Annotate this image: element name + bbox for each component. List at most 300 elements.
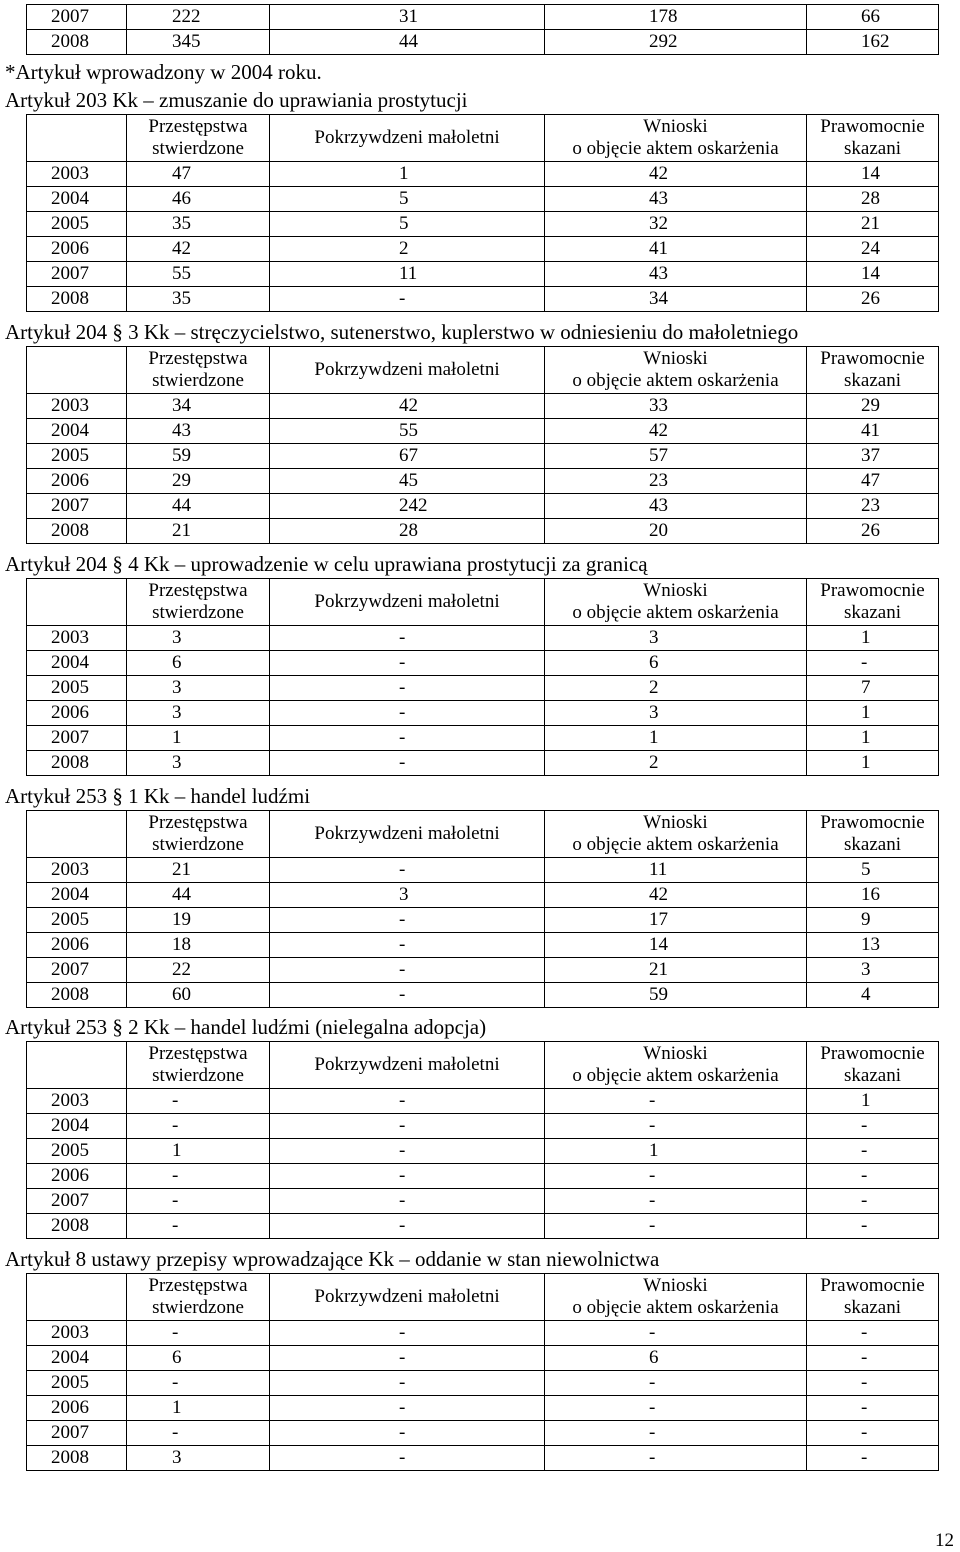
cell-year: 2004 [27, 1114, 127, 1139]
cell-indictments: - [545, 1089, 807, 1114]
cell-indictments: 23 [545, 469, 807, 494]
header-offences-line2: stwierdzone [152, 1297, 244, 1318]
header-indictments-line1: Wnioski [643, 812, 708, 833]
cell-offences: 19 [127, 908, 270, 933]
header-convicted [807, 1274, 939, 1321]
cell-offences: - [127, 1321, 270, 1346]
cell-minors: - [270, 1396, 545, 1421]
cell-year: 2005 [27, 1371, 127, 1396]
header-year [27, 347, 127, 394]
header-convicted [807, 811, 939, 858]
header-indictments-line2: o objęcie aktem oskarżenia [572, 1065, 779, 1086]
cell-year: 2008 [27, 1446, 127, 1471]
header-indictments [545, 1042, 807, 1089]
cell-indictments: 43 [545, 187, 807, 212]
table-row [27, 1446, 939, 1471]
cell-year: 2004 [27, 651, 127, 676]
cell-year: 2005 [27, 1139, 127, 1164]
cell-convicted: - [807, 1371, 939, 1396]
cell-convicted: - [807, 651, 939, 676]
cell-year: 2005 [27, 908, 127, 933]
cell-offences: 1 [127, 1139, 270, 1164]
cell-minors: - [270, 651, 545, 676]
cell-indictments: 2 [545, 676, 807, 701]
cell-year: 2004 [27, 1346, 127, 1371]
cell-indictments: 42 [545, 162, 807, 187]
header-convicted-line2: skazani [844, 834, 901, 855]
cell-minors: - [270, 1164, 545, 1189]
cell-convicted: 66 [807, 5, 939, 30]
cell-convicted: 21 [807, 212, 939, 237]
cell-indictments: 1 [545, 726, 807, 751]
cell-indictments: 3 [545, 626, 807, 651]
header-minors: Pokrzywdzeni małoletni [270, 347, 545, 394]
cell-minors: 45 [270, 469, 545, 494]
table-row [27, 187, 939, 212]
cell-minors: - [270, 1189, 545, 1214]
cell-convicted: 28 [807, 187, 939, 212]
cell-indictments: 17 [545, 908, 807, 933]
cell-offences: 21 [127, 858, 270, 883]
cell-year: 2006 [27, 701, 127, 726]
cell-minors: - [270, 983, 545, 1008]
header-convicted [807, 347, 939, 394]
cell-year: 2006 [27, 469, 127, 494]
table-row [27, 701, 939, 726]
cell-minors: 3 [270, 883, 545, 908]
table-row [27, 394, 939, 419]
cell-convicted: 37 [807, 444, 939, 469]
cell-minors: - [270, 1346, 545, 1371]
cell-convicted: 1 [807, 726, 939, 751]
section-title: Artykuł 203 Kk – zmuszanie do uprawiania prostytucji [5, 88, 468, 112]
header-indictments-line2: o objęcie aktem oskarżenia [572, 602, 779, 623]
cell-offences: 1 [127, 1396, 270, 1421]
table-row [27, 287, 939, 312]
cell-indictments: 3 [545, 701, 807, 726]
cell-offences: 21 [127, 519, 270, 544]
header-minors: Pokrzywdzeni małoletni [270, 811, 545, 858]
header-year [27, 1042, 127, 1089]
header-indictments [545, 579, 807, 626]
header-row [27, 115, 939, 162]
cell-offences: 43 [127, 419, 270, 444]
cell-indictments: 20 [545, 519, 807, 544]
header-convicted-line1: Prawomocnie [820, 1275, 925, 1296]
table-row [27, 1396, 939, 1421]
cell-indictments: 14 [545, 933, 807, 958]
cell-offences: - [127, 1114, 270, 1139]
cell-indictments: 292 [545, 30, 807, 55]
cell-indictments: 43 [545, 262, 807, 287]
cell-year: 2003 [27, 858, 127, 883]
table-row [27, 908, 939, 933]
cell-indictments: - [545, 1189, 807, 1214]
cell-offences: 3 [127, 626, 270, 651]
cell-offences: 34 [127, 394, 270, 419]
cell-minors: - [270, 1089, 545, 1114]
cell-convicted: 14 [807, 162, 939, 187]
cell-indictments: - [545, 1114, 807, 1139]
section-table [26, 346, 939, 544]
table-row [27, 1089, 939, 1114]
cell-offences: 35 [127, 212, 270, 237]
cell-offences: 1 [127, 726, 270, 751]
cell-minors: 5 [270, 187, 545, 212]
cell-year: 2007 [27, 494, 127, 519]
cell-indictments: 59 [545, 983, 807, 1008]
header-indictments-line1: Wnioski [643, 348, 708, 369]
table-row [27, 162, 939, 187]
cell-year: 2007 [27, 1421, 127, 1446]
header-offences-line1: Przestępstwa [148, 116, 248, 137]
cell-minors: 67 [270, 444, 545, 469]
cell-indictments: 178 [545, 5, 807, 30]
header-convicted-line1: Prawomocnie [820, 580, 925, 601]
cell-offences: 345 [127, 30, 270, 55]
cell-minors: - [270, 1114, 545, 1139]
cell-year: 2008 [27, 751, 127, 776]
cell-offences: 44 [127, 494, 270, 519]
table-row [27, 983, 939, 1008]
cell-indictments: - [545, 1164, 807, 1189]
table-row [27, 444, 939, 469]
cell-indictments: 32 [545, 212, 807, 237]
cell-indictments: 42 [545, 883, 807, 908]
cell-year: 2007 [27, 958, 127, 983]
cell-offences: 60 [127, 983, 270, 1008]
cell-minors: 11 [270, 262, 545, 287]
top-table [26, 4, 939, 55]
table-row [27, 1164, 939, 1189]
cell-indictments: 41 [545, 237, 807, 262]
table-row [27, 1421, 939, 1446]
section-title: Artykuł 204 § 3 Kk – stręczycielstwo, sutenerstwo, kuplerstwo w odniesieniu do małoletniego [5, 320, 799, 344]
cell-offences: - [127, 1371, 270, 1396]
cell-minors: - [270, 1421, 545, 1446]
table-row [27, 212, 939, 237]
cell-year: 2003 [27, 1321, 127, 1346]
section-table [26, 1273, 939, 1471]
table-row [27, 933, 939, 958]
header-indictments-line1: Wnioski [643, 116, 708, 137]
table-row [27, 726, 939, 751]
table-row [27, 1346, 939, 1371]
cell-year: 2006 [27, 933, 127, 958]
cell-minors: - [270, 1371, 545, 1396]
cell-year: 2003 [27, 162, 127, 187]
cell-minors: - [270, 858, 545, 883]
cell-indictments: 21 [545, 958, 807, 983]
cell-minors: 44 [270, 30, 545, 55]
cell-minors: - [270, 751, 545, 776]
cell-offences: 22 [127, 958, 270, 983]
cell-indictments: 11 [545, 858, 807, 883]
header-minors: Pokrzywdzeni małoletni [270, 1274, 545, 1321]
header-offences-line2: stwierdzone [152, 602, 244, 623]
section-title: Artykuł 253 § 2 Kk – handel ludźmi (nielegalna adopcja) [5, 1015, 487, 1039]
table-row [27, 1214, 939, 1239]
cell-minors: - [270, 908, 545, 933]
cell-indictments: 6 [545, 651, 807, 676]
header-offences [127, 115, 270, 162]
table-row [27, 1114, 939, 1139]
header-indictments-line1: Wnioski [643, 1043, 708, 1064]
section-table [26, 578, 939, 776]
cell-year: 2007 [27, 5, 127, 30]
cell-year: 2008 [27, 1214, 127, 1239]
cell-year: 2007 [27, 726, 127, 751]
header-offences-line1: Przestępstwa [148, 812, 248, 833]
cell-minors: - [270, 958, 545, 983]
cell-offences: 59 [127, 444, 270, 469]
table-row [27, 1321, 939, 1346]
section-title: Artykuł 8 ustawy przepisy wprowadzające Kk – oddanie w stan niewolnictwa [5, 1247, 660, 1271]
cell-year: 2006 [27, 1396, 127, 1421]
cell-offences: 42 [127, 237, 270, 262]
header-convicted [807, 1042, 939, 1089]
cell-convicted: 47 [807, 469, 939, 494]
cell-year: 2006 [27, 237, 127, 262]
cell-year: 2003 [27, 394, 127, 419]
cell-minors: 28 [270, 519, 545, 544]
cell-convicted: 14 [807, 262, 939, 287]
header-indictments [545, 115, 807, 162]
cell-offences: 44 [127, 883, 270, 908]
cell-minors: - [270, 701, 545, 726]
header-indictments-line2: o objęcie aktem oskarżenia [572, 370, 779, 391]
cell-convicted: 162 [807, 30, 939, 55]
header-year [27, 115, 127, 162]
header-offences-line2: stwierdzone [152, 370, 244, 391]
cell-convicted: 5 [807, 858, 939, 883]
header-offences-line2: stwierdzone [152, 138, 244, 159]
cell-convicted: - [807, 1164, 939, 1189]
header-convicted-line1: Prawomocnie [820, 116, 925, 137]
cell-indictments: 57 [545, 444, 807, 469]
table-row [27, 858, 939, 883]
cell-indictments: - [545, 1421, 807, 1446]
cell-year: 2003 [27, 1089, 127, 1114]
cell-convicted: - [807, 1396, 939, 1421]
cell-minors: - [270, 933, 545, 958]
cell-offences: - [127, 1214, 270, 1239]
header-indictments-line2: o objęcie aktem oskarżenia [572, 1297, 779, 1318]
cell-minors: 5 [270, 212, 545, 237]
table-row [27, 751, 939, 776]
page-number: 12 [935, 1530, 954, 1551]
header-row [27, 811, 939, 858]
header-convicted-line2: skazani [844, 602, 901, 623]
cell-offences: 18 [127, 933, 270, 958]
table-row [27, 494, 939, 519]
header-year [27, 1274, 127, 1321]
cell-minors: - [270, 287, 545, 312]
cell-minors: 42 [270, 394, 545, 419]
cell-offences: 3 [127, 676, 270, 701]
cell-convicted: - [807, 1446, 939, 1471]
cell-indictments: - [545, 1321, 807, 1346]
header-row [27, 1274, 939, 1321]
cell-minors: - [270, 1214, 545, 1239]
header-indictments-line2: o objęcie aktem oskarżenia [572, 834, 779, 855]
table-row [27, 237, 939, 262]
cell-offences: - [127, 1089, 270, 1114]
section-table [26, 810, 939, 1008]
cell-minors: - [270, 1446, 545, 1471]
table-row [27, 676, 939, 701]
cell-indictments: - [545, 1371, 807, 1396]
header-row [27, 1042, 939, 1089]
cell-offences: 55 [127, 262, 270, 287]
header-convicted [807, 115, 939, 162]
cell-minors: - [270, 676, 545, 701]
header-convicted-line1: Prawomocnie [820, 348, 925, 369]
cell-offences: 3 [127, 1446, 270, 1471]
cell-year: 2004 [27, 419, 127, 444]
header-offences-line1: Przestępstwa [148, 348, 248, 369]
header-indictments-line1: Wnioski [643, 1275, 708, 1296]
cell-minors: - [270, 726, 545, 751]
cell-convicted: 26 [807, 287, 939, 312]
cell-convicted: 16 [807, 883, 939, 908]
header-offences [127, 579, 270, 626]
cell-indictments: 2 [545, 751, 807, 776]
header-minors: Pokrzywdzeni małoletni [270, 579, 545, 626]
cell-convicted: 1 [807, 701, 939, 726]
cell-indictments: - [545, 1446, 807, 1471]
cell-indictments: - [545, 1396, 807, 1421]
cell-year: 2007 [27, 1189, 127, 1214]
cell-convicted: - [807, 1114, 939, 1139]
table-row [27, 30, 939, 55]
cell-offences: 6 [127, 651, 270, 676]
section-title: Artykuł 253 § 1 Kk – handel ludźmi [5, 784, 311, 808]
cell-offences: 3 [127, 701, 270, 726]
header-offences [127, 347, 270, 394]
header-offences-line2: stwierdzone [152, 1065, 244, 1086]
cell-convicted: 3 [807, 958, 939, 983]
cell-year: 2007 [27, 262, 127, 287]
header-indictments [545, 1274, 807, 1321]
cell-convicted: 26 [807, 519, 939, 544]
cell-convicted: - [807, 1321, 939, 1346]
cell-convicted: 29 [807, 394, 939, 419]
cell-year: 2005 [27, 444, 127, 469]
table-row [27, 5, 939, 30]
table-row [27, 262, 939, 287]
cell-indictments: 1 [545, 1139, 807, 1164]
cell-minors: - [270, 626, 545, 651]
cell-convicted: 1 [807, 1089, 939, 1114]
header-offences [127, 1042, 270, 1089]
cell-offences: - [127, 1421, 270, 1446]
cell-year: 2008 [27, 30, 127, 55]
table-row [27, 1139, 939, 1164]
cell-year: 2008 [27, 287, 127, 312]
header-convicted-line2: skazani [844, 1297, 901, 1318]
header-convicted-line2: skazani [844, 138, 901, 159]
cell-year: 2005 [27, 676, 127, 701]
header-convicted [807, 579, 939, 626]
cell-indictments: 42 [545, 419, 807, 444]
header-convicted-line1: Prawomocnie [820, 1043, 925, 1064]
cell-convicted: 1 [807, 626, 939, 651]
cell-convicted: 13 [807, 933, 939, 958]
cell-offences: 6 [127, 1346, 270, 1371]
table-row [27, 651, 939, 676]
cell-convicted: 7 [807, 676, 939, 701]
table-row [27, 883, 939, 908]
cell-convicted: 41 [807, 419, 939, 444]
header-offences-line1: Przestępstwa [148, 1275, 248, 1296]
header-offences-line1: Przestępstwa [148, 1043, 248, 1064]
header-minors: Pokrzywdzeni małoletni [270, 1042, 545, 1089]
cell-convicted: - [807, 1346, 939, 1371]
table-row [27, 419, 939, 444]
table-row [27, 958, 939, 983]
cell-minors: 31 [270, 5, 545, 30]
table-row [27, 519, 939, 544]
cell-offences: - [127, 1189, 270, 1214]
cell-indictments: 6 [545, 1346, 807, 1371]
cell-convicted: 24 [807, 237, 939, 262]
cell-year: 2004 [27, 187, 127, 212]
cell-offences: 29 [127, 469, 270, 494]
cell-indictments: - [545, 1214, 807, 1239]
header-minors: Pokrzywdzeni małoletni [270, 115, 545, 162]
header-offences-line2: stwierdzone [152, 834, 244, 855]
header-convicted-line1: Prawomocnie [820, 812, 925, 833]
header-indictments-line1: Wnioski [643, 580, 708, 601]
table-row [27, 1371, 939, 1396]
cell-offences: - [127, 1164, 270, 1189]
header-row [27, 347, 939, 394]
header-offences-line1: Przestępstwa [148, 580, 248, 601]
cell-indictments: 43 [545, 494, 807, 519]
section-table [26, 114, 939, 312]
header-indictments [545, 811, 807, 858]
cell-convicted: - [807, 1214, 939, 1239]
header-year [27, 579, 127, 626]
header-offences [127, 1274, 270, 1321]
header-indictments-line2: o objęcie aktem oskarżenia [572, 138, 779, 159]
header-year [27, 811, 127, 858]
cell-indictments: 34 [545, 287, 807, 312]
header-offences [127, 811, 270, 858]
cell-minors: 1 [270, 162, 545, 187]
cell-year: 2008 [27, 519, 127, 544]
cell-year: 2005 [27, 212, 127, 237]
cell-convicted: 23 [807, 494, 939, 519]
cell-convicted: - [807, 1421, 939, 1446]
section-title: Artykuł 204 § 4 Kk – uprowadzenie w celu uprawiana prostytucji za granicą [5, 552, 648, 576]
cell-convicted: - [807, 1139, 939, 1164]
cell-minors: - [270, 1321, 545, 1346]
header-row [27, 579, 939, 626]
cell-minors: 242 [270, 494, 545, 519]
cell-year: 2004 [27, 883, 127, 908]
section-table [26, 1041, 939, 1239]
table-row [27, 626, 939, 651]
cell-minors: 55 [270, 419, 545, 444]
cell-indictments: 33 [545, 394, 807, 419]
cell-convicted: 1 [807, 751, 939, 776]
cell-year: 2003 [27, 626, 127, 651]
cell-offences: 35 [127, 287, 270, 312]
cell-offences: 222 [127, 5, 270, 30]
footnote: *Artykuł wprowadzony w 2004 roku. [5, 60, 322, 84]
